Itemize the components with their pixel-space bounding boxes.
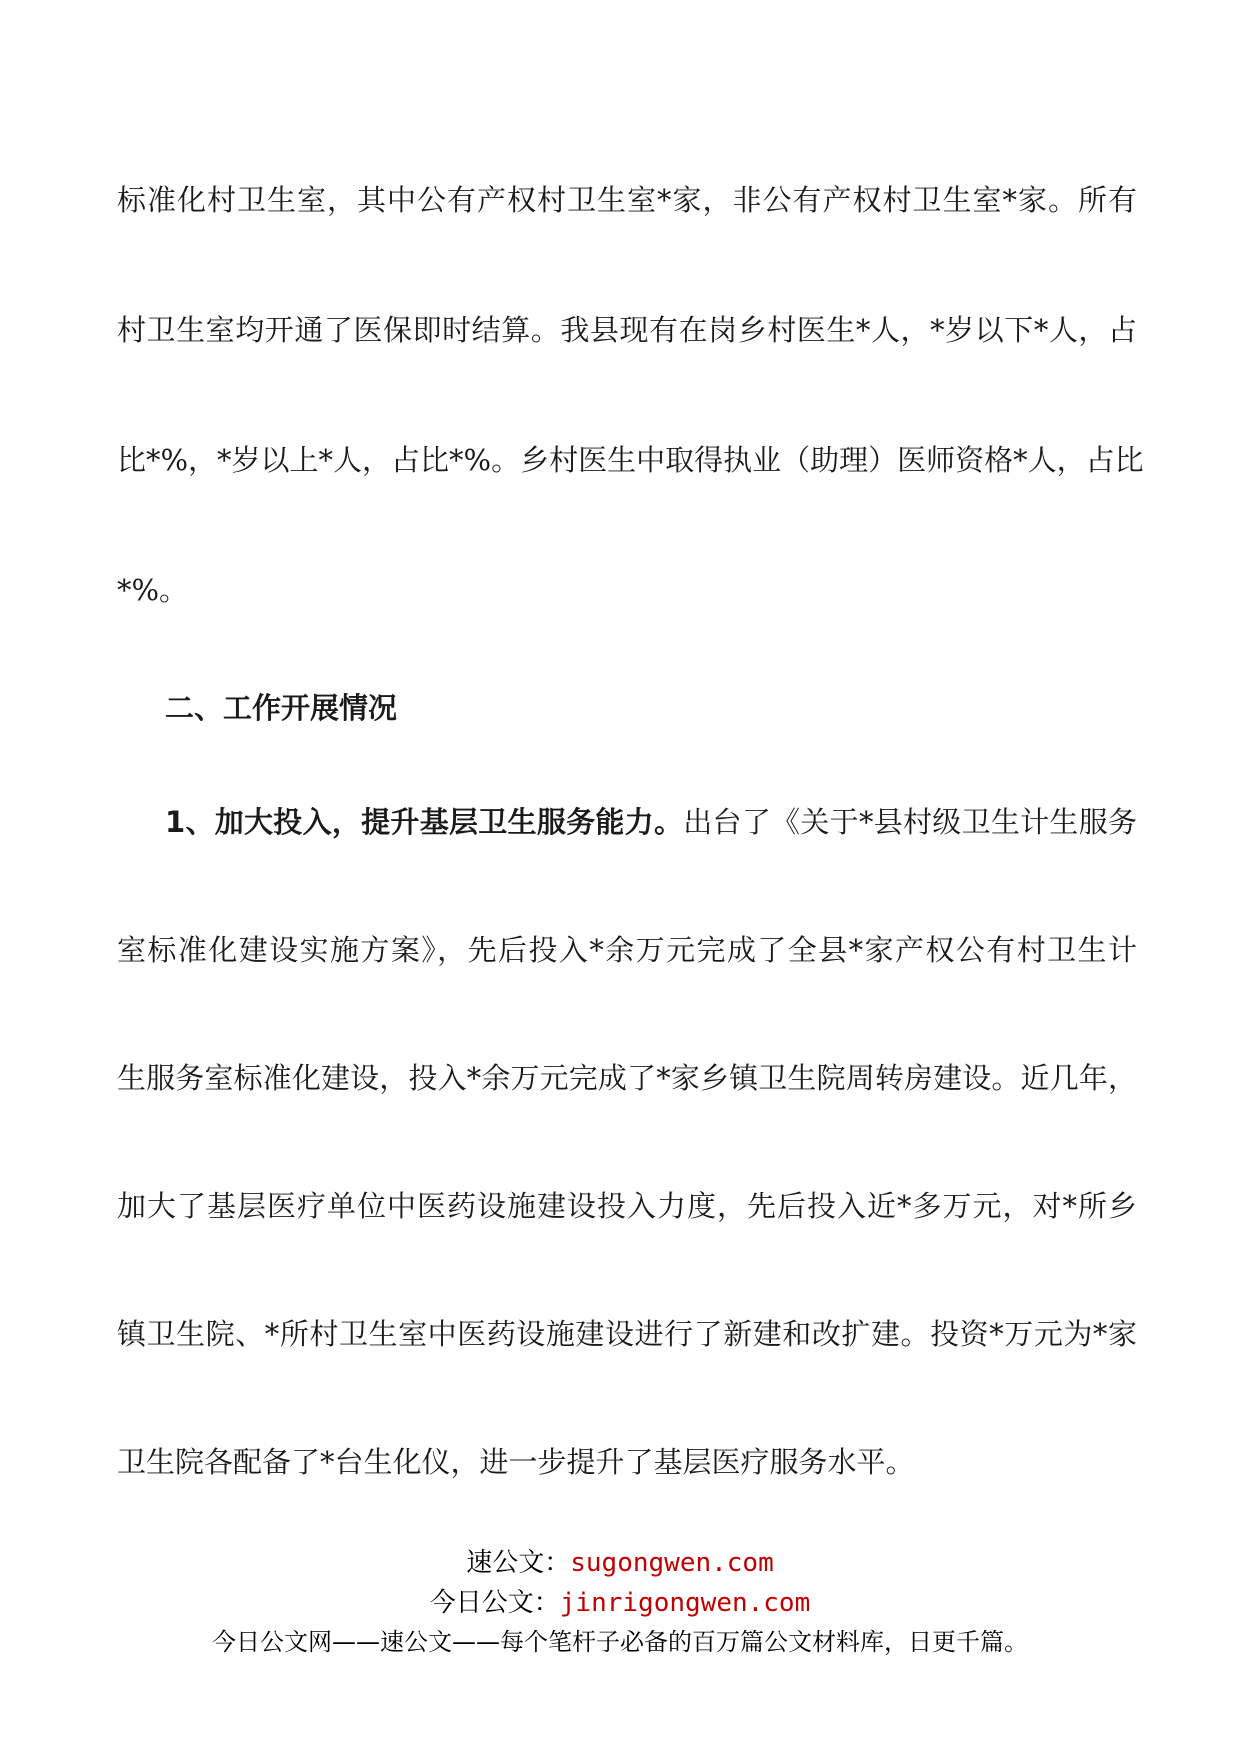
footer-slogan: 今日公文网——速公文——每个笔杆子必备的百万篇公文材料库，日更千篇。 (212, 1628, 1028, 1656)
paragraph-line: 村卫生室均开通了医保即时结算。我县现有在岗乡村医生*人，*岁以下*人，占 (117, 313, 1137, 347)
jinrigongwen-link[interactable]: jinrigongwen.com (559, 1588, 811, 1618)
paragraph-lead-rest: 出台了《关于*县村级卫生计生服务 (683, 805, 1137, 839)
paragraph-line: 加大了基层医疗单位中医药设施建设投入力度，先后投入近*多万元，对*所乡 (117, 1189, 1137, 1223)
paragraph-line: *%。 (117, 573, 189, 607)
paragraph-line: 生服务室标准化建设，投入*余万元完成了*家乡镇卫生院周转房建设。近几年， (117, 1061, 1137, 1095)
paragraph-line: 镇卫生院、*所村卫生室中医药设施建设进行了新建和改扩建。投资*万元为*家 (117, 1317, 1137, 1351)
paragraph-line: 比*%，*岁以上*人，占比*%。乡村医生中取得执业（助理）医师资格*人，占比 (117, 443, 1144, 477)
section-heading: 二、工作开展情况 (165, 691, 398, 725)
footer-line-jinrigongwen (0, 1582, 1240, 1619)
paragraph-lead-bold: 1、加大投入，提升基层卫生服务能力。 (165, 805, 684, 839)
footer-label: 速公文： (466, 1548, 571, 1578)
sugongwen-link[interactable]: sugongwen.com (570, 1548, 774, 1578)
paragraph-line: 标准化村卫生室，其中公有产权村卫生室*家，非公有产权村卫生室*家。所有 (117, 183, 1137, 217)
footer-line-sugongwen (0, 1542, 1240, 1579)
paragraph-lead-line (165, 802, 1137, 842)
paragraph-line: 卫生院各配备了*台生化仪，进一步提升了基层医疗服务水平。 (117, 1445, 915, 1479)
paragraph-line: 室标准化建设实施方案》，先后投入*余万元完成了全县*家产权公有村卫生计 (117, 933, 1137, 967)
footer-label: 今日公文： (429, 1588, 560, 1618)
